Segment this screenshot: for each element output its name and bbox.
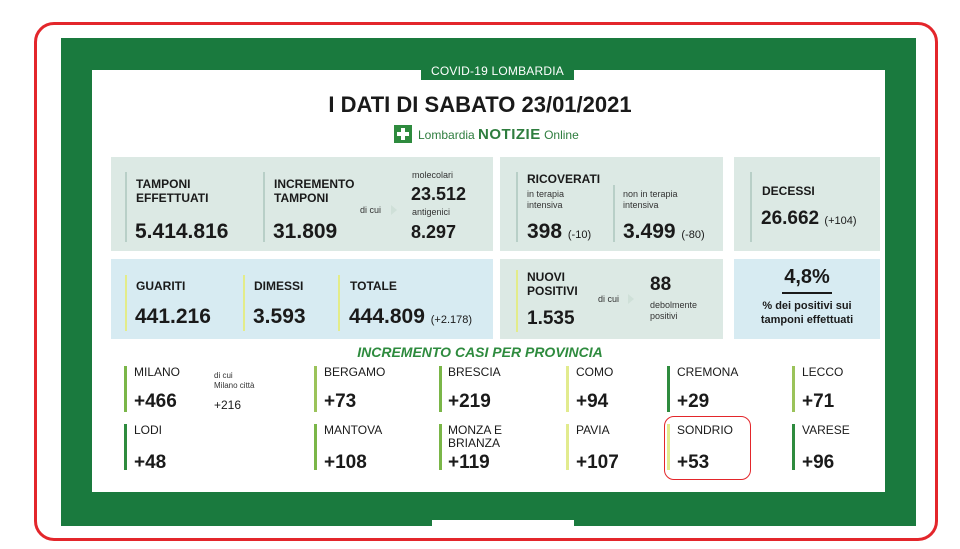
milano-di-cui: di cui xyxy=(214,371,233,380)
province-name-mantova: MANTOVA xyxy=(324,423,383,437)
province-value-pavia: +107 xyxy=(576,452,619,473)
page-title: I DATI DI SABATO 23/01/2021 xyxy=(328,92,632,117)
province-value-lecco: +71 xyxy=(802,391,835,412)
province-name-bergamo: BERGAMO xyxy=(324,365,386,379)
province-bar-milano xyxy=(124,366,127,412)
province-name-como: COMO xyxy=(576,365,614,379)
province-value-milano: +466 xyxy=(134,391,177,412)
decessi-bar xyxy=(750,172,752,242)
totale-value: 444.809 (+2.178) xyxy=(349,305,473,328)
decessi-label: DECESSI xyxy=(762,184,815,198)
incremento-value: 31.809 xyxy=(273,220,338,243)
province-name-cremona: CREMONA xyxy=(677,365,739,379)
guariti-bar xyxy=(125,275,127,331)
province-bar-brescia xyxy=(439,366,442,412)
milano-citta-value: +216 xyxy=(214,398,242,412)
decessi-value: 26.662 (+104) xyxy=(761,208,857,229)
province-bar-lodi xyxy=(124,424,127,470)
dimessi-label: DIMESSI xyxy=(254,279,304,293)
decessi-box xyxy=(734,157,880,251)
nuovi-positivi-bar xyxy=(516,270,518,332)
nti-label: non in terapia intensiva xyxy=(623,189,678,210)
province-bar-varese xyxy=(792,424,795,470)
tamponi-value: 5.414.816 xyxy=(135,220,229,243)
nuovi-positivi-arrow-icon xyxy=(628,294,634,304)
percentuale-underline xyxy=(782,292,832,294)
province-name-brescia: BRESCIA xyxy=(448,365,501,379)
province-name-varese: VARESE xyxy=(802,423,850,437)
totale-bar xyxy=(338,275,340,331)
tamponi-bar xyxy=(125,172,127,242)
percentuale-label: % dei positivi sui tamponi effettuati xyxy=(760,300,854,326)
province-value-bergamo: +73 xyxy=(324,391,357,412)
province-name-monza: MONZA E BRIANZA xyxy=(448,423,503,450)
province-bar-bergamo xyxy=(314,366,317,412)
antigenici-value: 8.297 xyxy=(411,222,457,242)
nuovi-positivi-label: NUOVI POSITIVI xyxy=(527,270,578,298)
plus-cross-icon xyxy=(394,125,412,143)
province-value-sondrio: +53 xyxy=(677,452,710,473)
province-bar-como xyxy=(566,366,569,412)
province-bar-sondrio xyxy=(667,424,670,470)
ti-label: in terapia intensiva xyxy=(527,189,565,210)
province-value-mantova: +108 xyxy=(324,452,367,473)
province-bar-pavia xyxy=(566,424,569,470)
incremento-di-cui: di cui xyxy=(360,205,382,215)
province-value-cremona: +29 xyxy=(677,391,710,412)
brand-text: Lombardia NOTIZIE Online xyxy=(418,125,579,143)
province-name-sondrio: SONDRIO xyxy=(677,423,734,437)
ricoverati-label: RICOVERATI xyxy=(527,172,601,186)
molecolari-value: 23.512 xyxy=(411,184,467,204)
nti-value: 3.499 (-80) xyxy=(623,220,705,243)
guariti-value: 441.216 xyxy=(135,305,211,328)
nuovi-positivi-di-cui: di cui xyxy=(598,294,620,304)
brand-logo xyxy=(394,124,579,144)
nti-bar xyxy=(613,185,615,242)
molecolari-label: molecolari xyxy=(412,170,454,180)
province-bar-cremona xyxy=(667,366,670,412)
incremento-bar xyxy=(263,172,265,242)
province-value-monza: +119 xyxy=(448,452,490,473)
percentuale-value: 4,8% xyxy=(784,266,830,288)
province-value-varese: +96 xyxy=(802,452,835,473)
province-name-milano: MILANO xyxy=(134,365,181,379)
tamponi-label: TAMPONI EFFETTUATI xyxy=(136,177,209,205)
province-name-pavia: PAVIA xyxy=(576,423,610,437)
province-name-lecco: LECCO xyxy=(802,365,844,379)
bottom-notch xyxy=(432,520,574,526)
nuovi-positivi-value: 1.535 xyxy=(527,308,575,329)
province-bar-lecco xyxy=(792,366,795,412)
header-tag: COVID-19 LOMBARDIA xyxy=(421,62,574,80)
guariti-label: GUARITI xyxy=(136,279,186,293)
debolmente-label: debolmente positivi xyxy=(650,300,698,321)
milano-citta-label: Milano città xyxy=(214,381,255,390)
province-value-como: +94 xyxy=(576,391,609,412)
province-value-brescia: +219 xyxy=(448,391,491,412)
debolmente-value: 88 xyxy=(650,274,672,295)
province-section-title: INCREMENTO CASI PER PROVINCIA xyxy=(357,344,603,360)
province-bar-monza xyxy=(439,424,442,470)
dimessi-bar xyxy=(243,275,245,331)
province-value-lodi: +48 xyxy=(134,452,167,473)
dimessi-value: 3.593 xyxy=(253,305,306,328)
totale-label: TOTALE xyxy=(350,279,397,293)
ti-value: 398 (-10) xyxy=(527,220,592,243)
incremento-label: INCREMENTO TAMPONI xyxy=(274,177,355,205)
province-bar-mantova xyxy=(314,424,317,470)
incremento-arrow-icon xyxy=(391,205,397,215)
province-name-lodi: LODI xyxy=(134,423,163,437)
ricoverati-bar xyxy=(516,172,518,242)
antigenici-label: antigenici xyxy=(412,207,451,217)
